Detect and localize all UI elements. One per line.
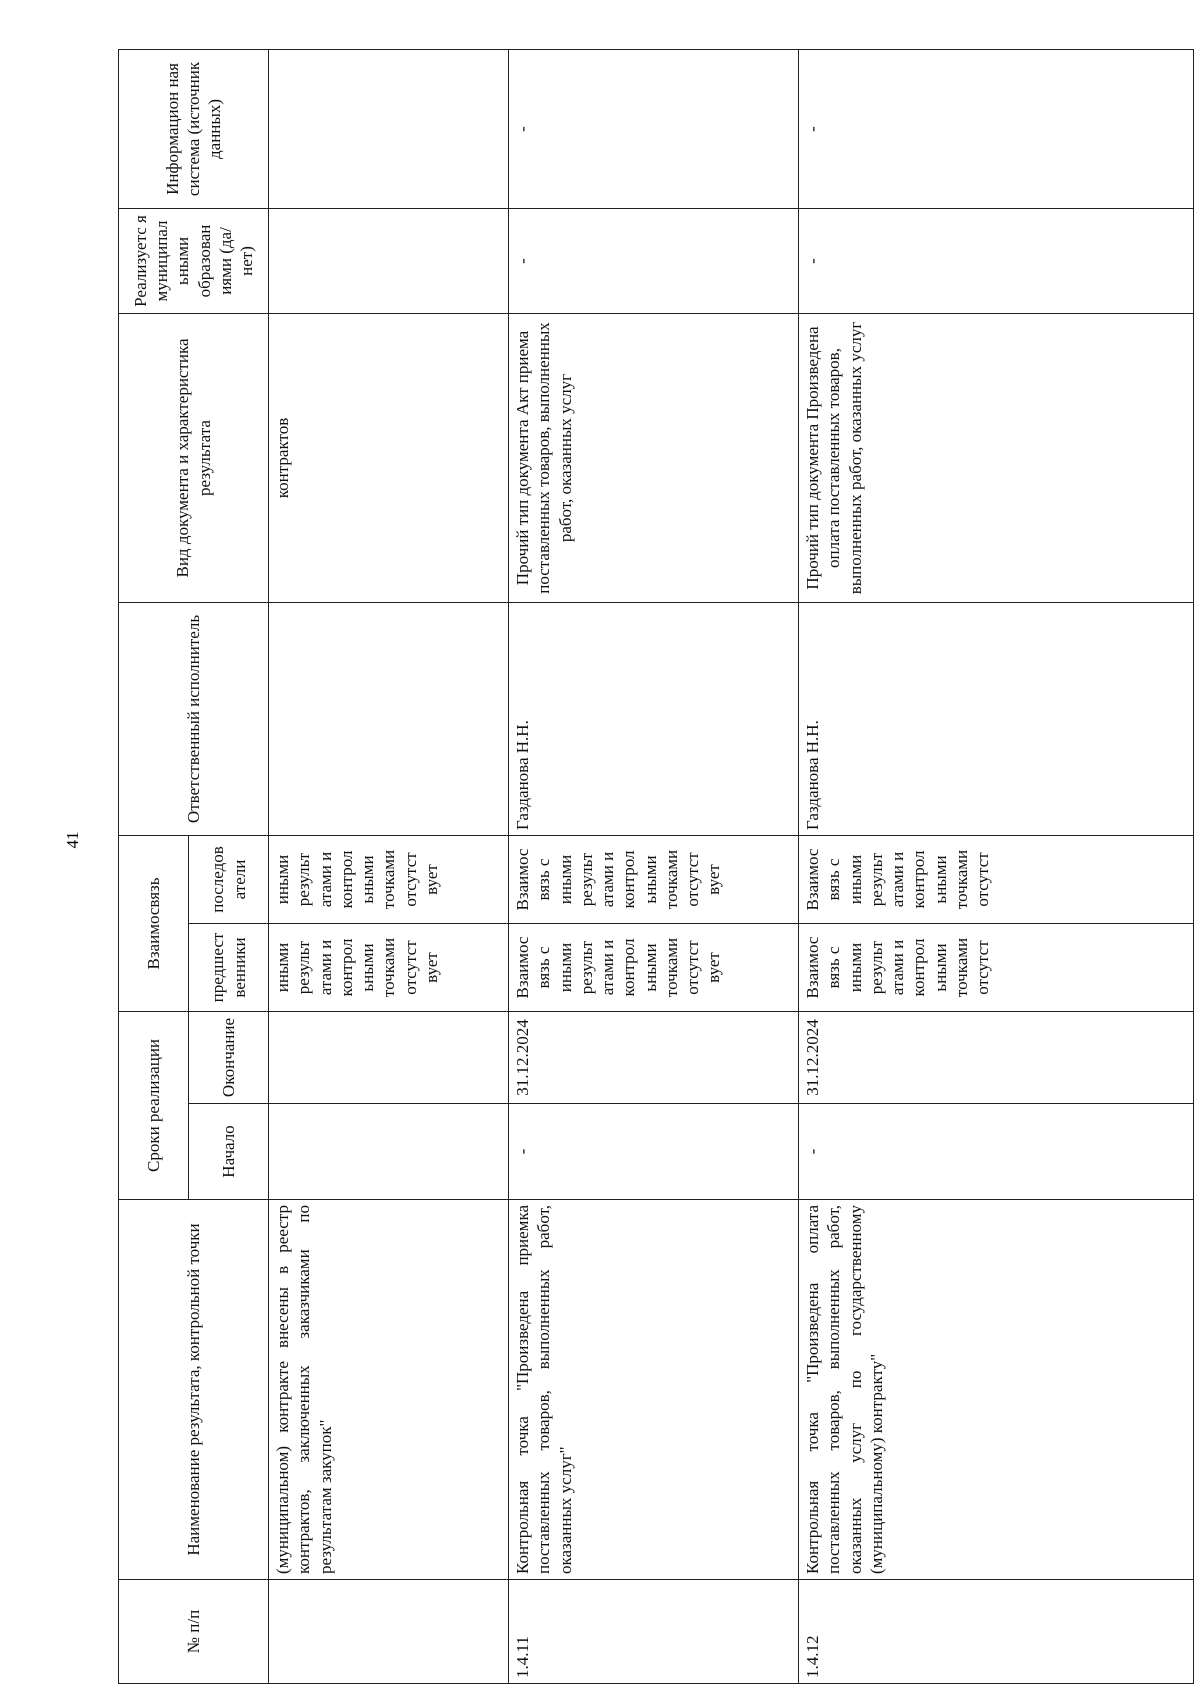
control-points-table [118, 49, 1194, 1684]
row-num: 1.4.11 [509, 1580, 799, 1684]
row-successors: иными результ атами и контрол ьными точками отсутст вует [269, 835, 509, 923]
row-successors: Взаимос вязь с иными результ атами и контрол ьными точками отсутст [799, 835, 1194, 923]
header-responsible: Ответственный исполнитель [119, 602, 269, 835]
row-municipal: - [509, 208, 799, 313]
row-predecessors: Взаимос вязь с иными результ атами и контрол ьными точками отсутст [799, 924, 1194, 1012]
row-name: Контрольная точка "Произведена приемка поставленных товаров, выполненных работ, оказанных услуг" [509, 1200, 799, 1580]
header-num: № п/п [119, 1580, 269, 1684]
header-successors: последов атели [189, 835, 269, 923]
row-start: - [799, 1104, 1194, 1200]
row-name: Контрольная точка "Произведена оплата поставленных товаров, выполненных работ, оказанных услуг по государственному (муниципальному) контракту" [799, 1200, 1194, 1580]
header-link: Взаимосвязь [119, 835, 189, 1011]
header-row-1 [119, 49, 189, 1683]
table-row [799, 49, 1194, 1683]
header-info-system: Информацион ная система (источник данных) [119, 49, 269, 208]
header-start: Начало [189, 1104, 269, 1200]
table-row [509, 49, 799, 1683]
row-end: 31.12.2024 [509, 1012, 799, 1104]
row-responsible: Газданова Н.Н. [799, 602, 1194, 835]
row-info-system: - [799, 49, 1194, 208]
row-predecessors: Взаимос вязь с иными результ атами и контрол ьными точками отсутст вует [509, 924, 799, 1012]
page-number: 41 [63, 831, 82, 849]
row-document: контрактов [269, 313, 509, 602]
header-document: Вид документа и характеристика результата [119, 313, 269, 602]
row-num [269, 1580, 509, 1684]
row-name: (муниципальном) контракте внесены в реестр контрактов, заключенных заказчиками по результатам закупок" [269, 1200, 509, 1580]
row-end: 31.12.2024 [799, 1012, 1194, 1104]
row-municipal: - [799, 208, 1194, 313]
table-row [269, 49, 509, 1683]
header-predecessors: предшест венники [189, 924, 269, 1012]
row-info-system [269, 49, 509, 208]
header-name: Наименование результата, контрольной точки [119, 1200, 269, 1580]
row-municipal [269, 208, 509, 313]
header-municipal: Реализуетс я муниципал ьными образован иями (да/нет) [119, 208, 269, 313]
row-responsible [269, 602, 509, 835]
rotated-table-container [118, 50, 1194, 1684]
row-document: Прочий тип документа Акт приема поставленных товаров, выполненных работ, оказанных услуг [509, 313, 799, 602]
row-start: - [509, 1104, 799, 1200]
header-terms: Сроки реализации [119, 1012, 189, 1200]
row-start [269, 1104, 509, 1200]
row-info-system: - [509, 49, 799, 208]
row-successors: Взаимос вязь с иными результ атами и контрол ьными точками отсутст вует [509, 835, 799, 923]
row-document: Прочий тип документа Произведена оплата поставленных товаров, выполненных работ, оказанных услуг [799, 313, 1194, 602]
row-predecessors: иными результ атами и контрол ьными точками отсутст вует [269, 924, 509, 1012]
row-responsible: Газданова Н.Н. [509, 602, 799, 835]
row-num: 1.4.12 [799, 1580, 1194, 1684]
header-end: Окончание [189, 1012, 269, 1104]
row-end [269, 1012, 509, 1104]
